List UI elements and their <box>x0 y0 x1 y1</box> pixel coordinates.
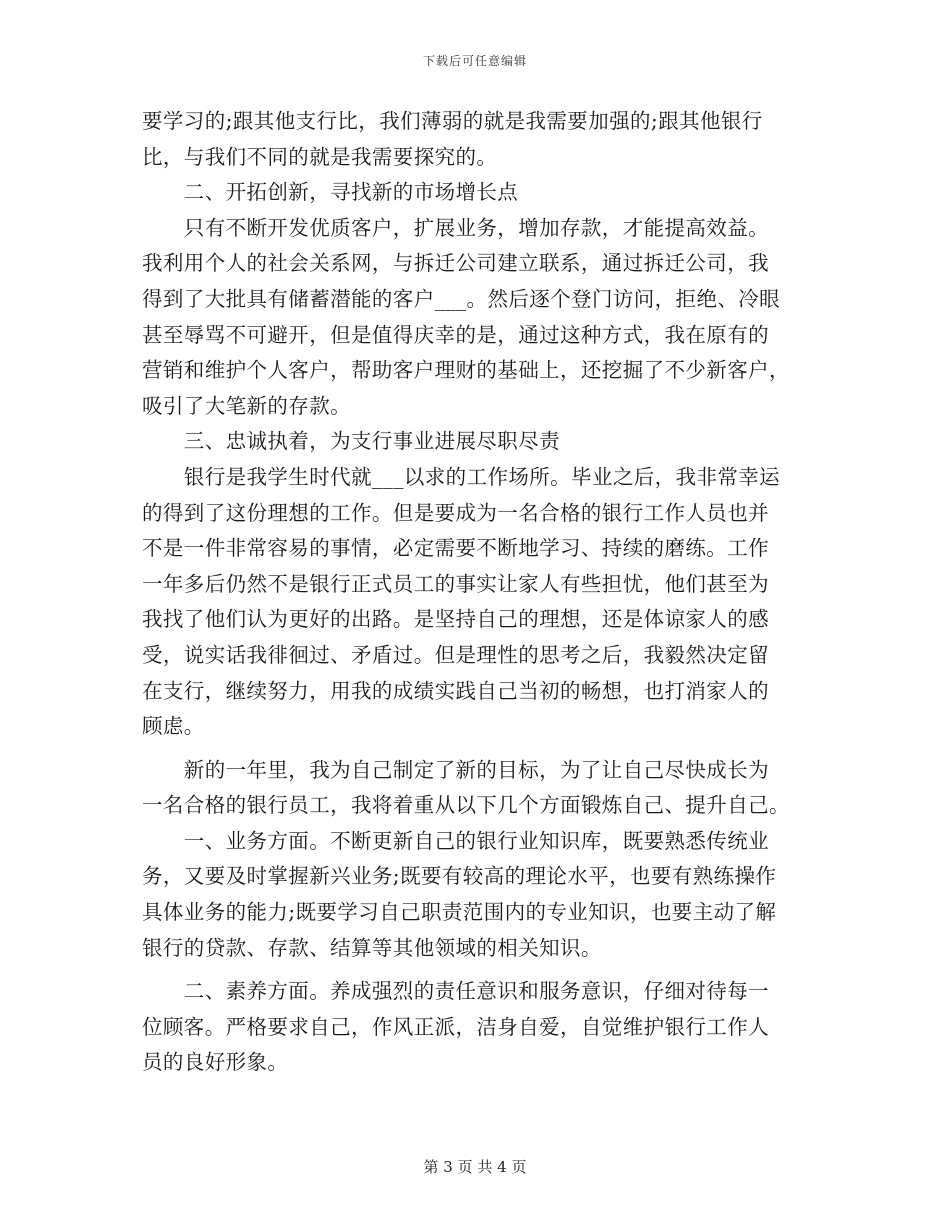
text-line: 顾虑。 <box>142 714 205 739</box>
text-line: 我找了他们认为更好的出路。是坚持自己的理想，还是体谅家人的感 <box>142 607 769 632</box>
text-line: 一名合格的银行员工，我将着重从以下几个方面锻炼自己、提升自己。 <box>142 793 790 818</box>
text-line: 甚至辱骂不可避开，但是值得庆幸的是，通过这种方式，我在原有的 <box>142 322 769 347</box>
text-line: 二、素养方面。养成强烈的责任意识和服务意识，仔细对待每一 <box>142 979 769 1004</box>
text-line: 只有不断开发优质客户，扩展业务，增加存款，才能提高效益。 <box>142 215 769 240</box>
text-line: 受，说实话我徘徊过、矛盾过。但是理性的思考之后，我毅然决定留 <box>142 642 769 667</box>
text-line: 新的一年里，我为自己制定了新的目标，为了让自己尽快成长为 <box>142 757 769 782</box>
text-line: 要学习的;跟其他支行比，我们薄弱的就是我需要加强的;跟其他银行 <box>142 109 763 133</box>
text-line: 具体业务的能力;既要学习自己职责范围内的专业知识，也要主动了解 <box>142 900 777 925</box>
text-line: 一、业务方面。不断更新自己的银行业知识库，既要熟悉传统业 <box>142 828 769 853</box>
section-heading: 三、忠诚执着，为支行事业进展尽职尽责 <box>142 429 560 454</box>
text-line: 营销和维护个人客户，帮助客户理财的基础上，还挖掘了不少新客户， <box>142 358 790 383</box>
paragraph-spacer <box>142 745 806 753</box>
text-line: 员的良好形象。 <box>142 1050 289 1075</box>
section-heading: 二、开拓创新，寻找新的市场增长点 <box>142 180 519 205</box>
paragraph-spacer <box>142 966 806 974</box>
text-line: 不是一件非常容易的事情，必定需要不断地学习、持续的磨练。工作 <box>142 536 769 561</box>
text-line: 我利用个人的社会关系网，与拆迁公司建立联系，通过拆迁公司，我 <box>142 251 769 276</box>
document-body <box>142 104 806 1081</box>
text-line: 务，又要及时掌握新兴业务;既要有较高的理论水平，也要有熟练操作 <box>142 864 777 889</box>
text-line: 位顾客。严格要求自己，作风正派，洁身自爱，自觉维护银行工作人 <box>142 1014 769 1039</box>
text-line: 比，与我们不同的就是我需要探究的。 <box>142 144 498 169</box>
text-line: 的得到了这份理想的工作。但是要成为一名合格的银行工作人员也并 <box>142 500 769 525</box>
text-line: 吸引了大笔新的存款。 <box>142 393 351 418</box>
text-line: 在支行，继续努力，用我的成绩实践自己当初的畅想，也打消家人的 <box>142 678 769 703</box>
text-line: 银行是我学生时代就___以求的工作场所。毕业之后，我非常幸运 <box>142 464 781 489</box>
text-line: 得到了大批具有储蓄潜能的客户___。然后逐个登门访问，拒绝、冷眼 <box>142 286 781 311</box>
text-line: 银行的贷款、存款、结算等其他领域的相关知识。 <box>142 935 602 960</box>
text-line: 一年多后仍然不是银行正式员工的事实让家人有些担忧，他们甚至为 <box>142 571 769 596</box>
page-footer: 第 3 页 共 4 页 <box>423 1158 527 1176</box>
page-header: 下载后可任意编辑 <box>422 54 527 68</box>
